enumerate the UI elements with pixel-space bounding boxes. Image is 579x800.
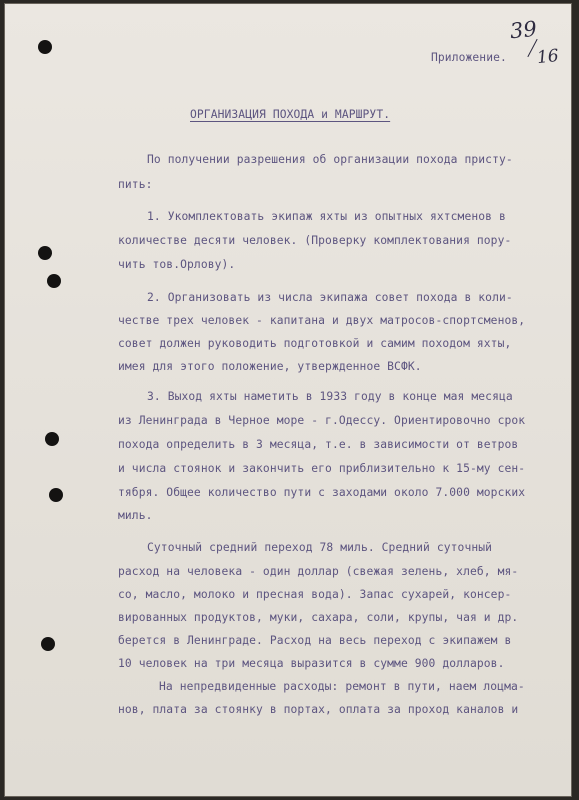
text-line: Суточный средний переход 78 миль. Средний суточный <box>147 541 493 554</box>
text-line: 2. Организовать из числа экипажа совет похода в коли- <box>147 291 513 304</box>
text-line: На непредвиденные расходы: ремонт в пути, наем лоцма- <box>159 680 525 693</box>
text-line: По получении разрешения об организации похода присту- <box>147 153 513 166</box>
binder-hole <box>47 274 61 288</box>
text-line: пить: <box>118 178 153 191</box>
text-line: 10 человек на три месяца выразится в сумме 900 долларов. <box>118 657 505 670</box>
binder-hole <box>38 246 52 260</box>
appendix-label: Приложение. <box>431 51 507 64</box>
binder-hole <box>38 40 52 54</box>
text-line: со, масло, молоко и пресная вода). Запас сухарей, консер- <box>118 588 512 601</box>
text-line: из Ленинграда в Черное море - г.Одессу. Ориентировочно срок <box>118 414 526 427</box>
text-line: тября. Общее количество пути с заходами около 7.000 морских <box>118 486 526 499</box>
archive-sheet-number: 16 <box>536 45 560 69</box>
text-line: нов, плата за стоянку в портах, оплата за проход каналов и <box>118 703 519 716</box>
text-line: берется в Ленинграде. Расход на весь переход с экипажем в <box>118 634 512 647</box>
text-line: похода определить в 3 месяца, т.е. в зависимости от ветров <box>118 438 519 451</box>
archive-folio-number: 39 <box>508 16 538 44</box>
text-line: совет должен руководить подготовкой и самим походом яхты, <box>118 337 512 350</box>
text-line: честве трех человек - капитана и двух матросов-спортсменов, <box>118 314 526 327</box>
binder-hole <box>41 637 55 651</box>
text-line: чить тов.Орлову). <box>118 258 236 271</box>
document-title: ОРГАНИЗАЦИЯ ПОХОДА и МАРШРУТ. <box>190 108 391 121</box>
text-line: расход на человека - один доллар (свежая зелень, хлеб, мя- <box>118 565 519 578</box>
text-line: имея для этого положение, утвержденное ВСФК. <box>118 360 422 373</box>
binder-hole <box>49 488 63 502</box>
document-page <box>4 3 572 797</box>
text-line: вированных продуктов, муки, сахара, соли, крупы, чая и др. <box>118 611 519 624</box>
text-line: миль. <box>118 509 153 522</box>
text-line: и числа стоянок и закончить его приблизительно к 15-му сен- <box>118 462 526 475</box>
text-line: 1. Укомплектовать экипаж яхты из опытных яхтсменов в <box>147 210 506 223</box>
binder-hole <box>45 432 59 446</box>
text-line: количестве десяти человек. (Проверку комплектования пору- <box>118 234 512 247</box>
text-line: 3. Выход яхты наметить в 1933 году в конце мая месяца <box>147 390 513 403</box>
